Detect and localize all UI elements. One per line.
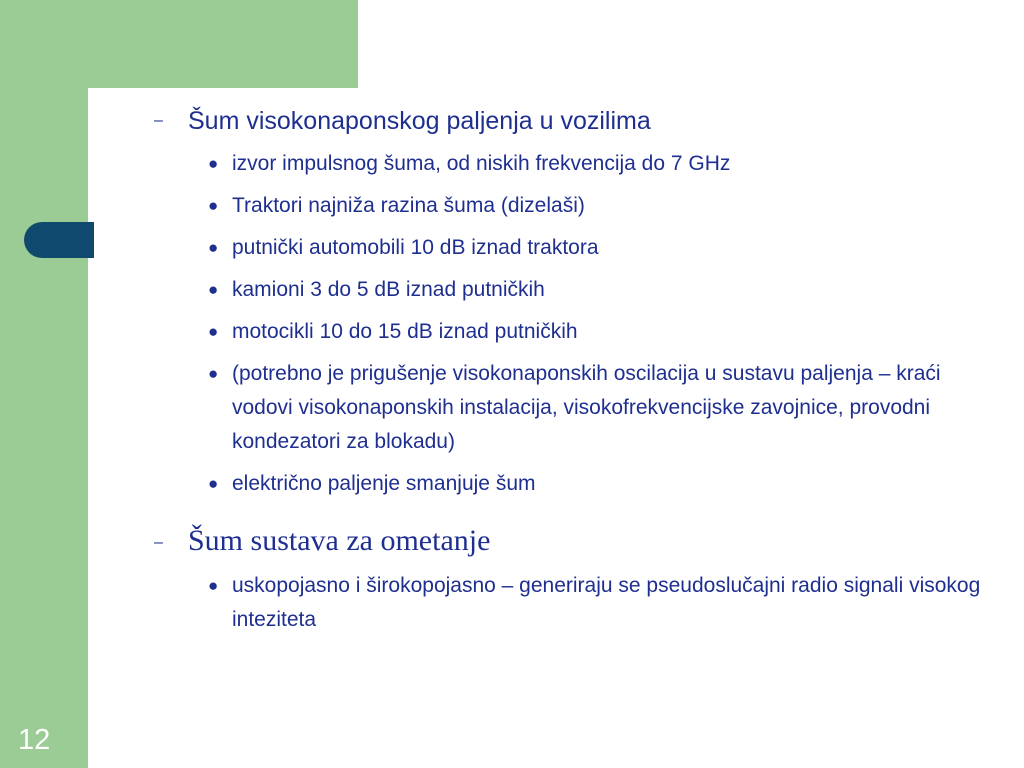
- dash-marker: –: [154, 534, 163, 551]
- bullet-icon: ●: [208, 196, 219, 215]
- list-item-text: motocikli 10 do 15 dB iznad putničkih: [232, 320, 578, 343]
- list-item-text: električno paljenje smanjuje šum: [232, 472, 536, 495]
- slide-content: [150, 103, 1000, 637]
- heading-text: Šum visokonaponskog paljenja u vozilima: [188, 107, 651, 135]
- slide-number: 12: [18, 724, 51, 756]
- list-item: [150, 147, 1000, 181]
- list-item: [150, 569, 1000, 637]
- list-item: [150, 315, 1000, 349]
- top-green-bar: [0, 0, 358, 88]
- list-item: [150, 273, 1000, 307]
- left-green-bar: [0, 0, 88, 768]
- list-item-text: putnički automobili 10 dB iznad traktora: [232, 236, 599, 259]
- bullet-icon: ●: [208, 238, 219, 257]
- list-item-text: Traktori najniža razina šuma (dizelaši): [232, 194, 585, 217]
- list-item: [150, 357, 1000, 459]
- list-item: [150, 189, 1000, 223]
- bullet-icon: ●: [208, 364, 219, 383]
- dash-marker: –: [154, 112, 163, 129]
- section-heading: [150, 521, 1000, 561]
- bullet-icon: ●: [208, 576, 219, 595]
- section-heading: [150, 103, 1000, 139]
- bullet-icon: ●: [208, 154, 219, 173]
- list-item-text: izvor impulsnog šuma, od niskih frekvencija do 7 GHz: [232, 152, 731, 175]
- list-item: [150, 467, 1000, 501]
- heading-text: Šum sustava za ometanje: [188, 524, 491, 557]
- bullet-icon: ●: [208, 474, 219, 493]
- bullet-icon: ●: [208, 280, 219, 299]
- bullet-icon: ●: [208, 322, 219, 341]
- list-item-text: (potrebno je prigušenje visokonaponskih oscilacija u sustavu paljenja – kraći vodovi visokonaponskih instalacija, visokofrekvencijske zavojnice, provodni kondezatori za blokadu): [232, 362, 941, 453]
- navy-accent-tab: [24, 222, 94, 258]
- list-item: [150, 231, 1000, 265]
- list-item-text: kamioni 3 do 5 dB iznad putničkih: [232, 278, 545, 301]
- list-item-text: uskopojasno i širokopojasno – generiraju se pseudoslučajni radio signali visokog inteziteta: [232, 574, 981, 631]
